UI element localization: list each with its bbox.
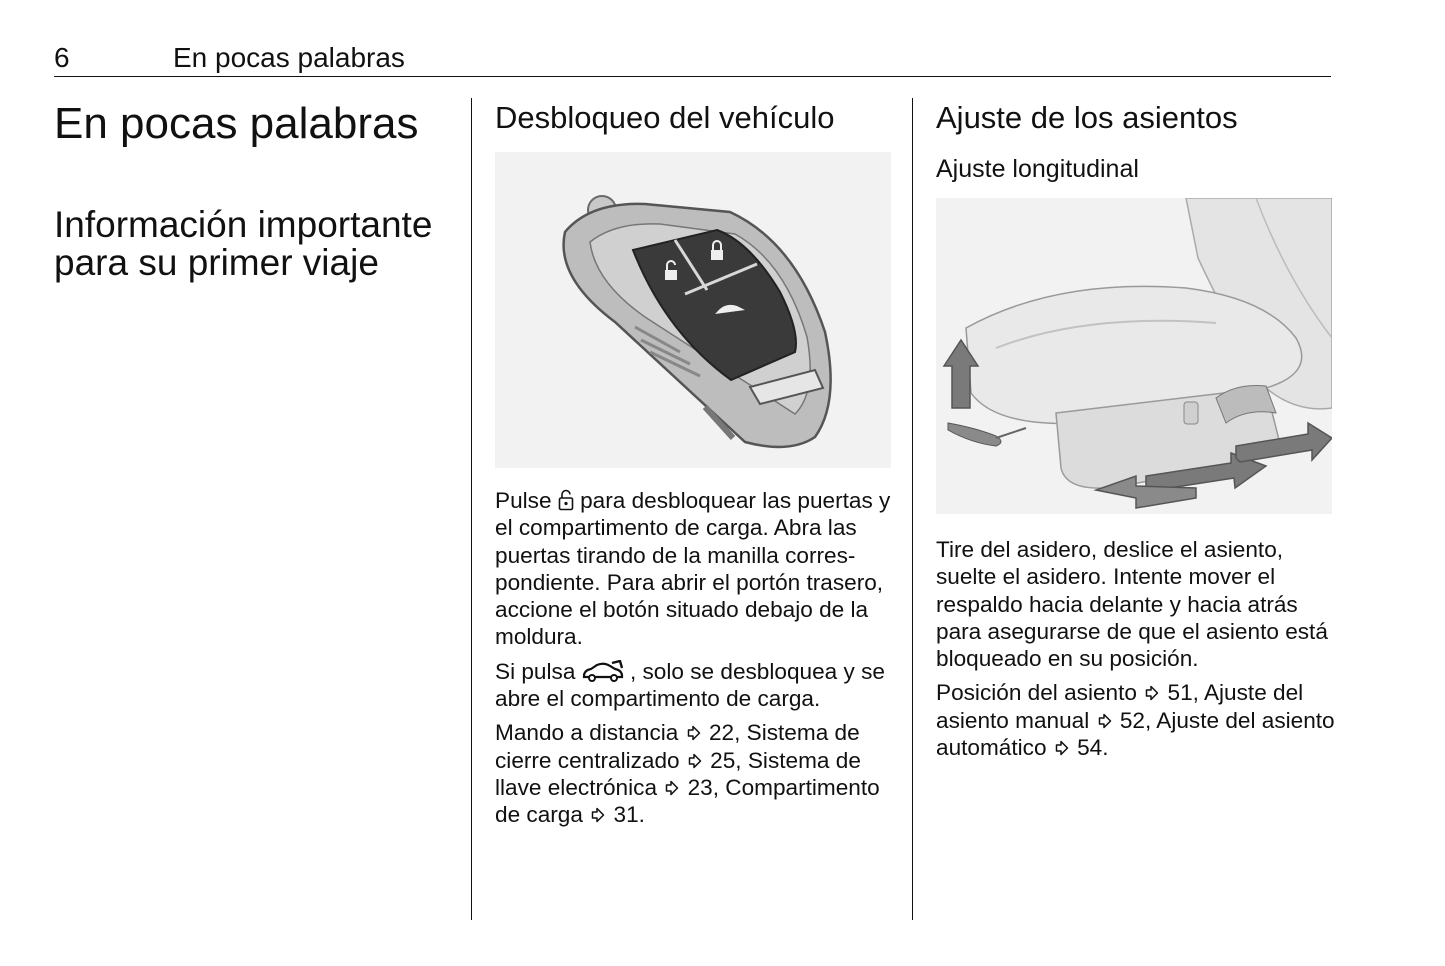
unlock-icon: [558, 489, 574, 511]
text-run: 52, Ajuste del asiento automático: [936, 707, 1335, 761]
section-heading: Desbloqueo del vehículo: [495, 100, 835, 135]
paragraph: [495, 719, 900, 828]
running-title: En pocas palabras: [173, 42, 405, 73]
paragraph: [495, 658, 900, 713]
text-run: 54.: [1077, 735, 1109, 761]
page-reference-arrow-icon: [687, 725, 701, 741]
seat-adjustment-illustration: [936, 198, 1332, 514]
text-run: 23, Compartimento de carga: [495, 774, 880, 828]
page-reference-arrow-icon: [591, 807, 605, 823]
column-divider: [912, 98, 913, 920]
page-reference-arrow-icon: [1055, 740, 1069, 756]
chapter-title: En pocas palabras: [54, 99, 419, 148]
paragraph: [936, 679, 1341, 761]
car-trunk-icon: [582, 660, 624, 682]
text-run: Posición del asiento: [936, 680, 1137, 706]
paragraph: Tire del asidero, deslice el asiento, suelte el asidero. Intente mover el respaldo hacia delante y hacia atrás para asegurarse de que el asiento está bloqueado en su posición.: [936, 537, 1328, 672]
page-number: 6: [54, 42, 70, 73]
seat-instructions: [936, 536, 1341, 768]
subsection-heading: Ajuste longitudinal: [936, 155, 1139, 183]
page-reference-arrow-icon: [688, 753, 702, 769]
unlock-instructions: [495, 487, 900, 836]
text-run: 25, Sistema de llave electrónica: [495, 747, 861, 800]
section-title: Información importante para su primer viaje: [54, 204, 433, 283]
section-heading: Ajuste de los asientos: [936, 100, 1238, 135]
page-reference-arrow-icon: [665, 780, 679, 796]
text-run: 22, Sistema de cierre centralizado: [495, 720, 860, 773]
text-run: 51, Ajuste del asiento manual: [936, 680, 1304, 733]
text-run: para desbloquear las puertas y el compartimento de carga. Abra las puertas tirando de la manilla correspondiente. Para abrir el portón trasero, accione el botón situado debajo de la moldura.: [495, 488, 891, 650]
column-divider: [471, 98, 472, 920]
page-reference-arrow-icon: [1145, 685, 1159, 701]
text-run: Mando a distancia: [495, 720, 679, 746]
text-run: , solo se desbloquea y se abre el compartimento de carga.: [495, 658, 885, 712]
key-fob-illustration: [495, 152, 891, 468]
running-header: [54, 40, 1331, 77]
text-run: Pulse: [495, 488, 552, 513]
paragraph: [495, 487, 900, 651]
page-reference-arrow-icon: [1098, 713, 1112, 729]
text-run: Si pulsa: [495, 658, 576, 684]
text-run: 31.: [613, 802, 645, 828]
